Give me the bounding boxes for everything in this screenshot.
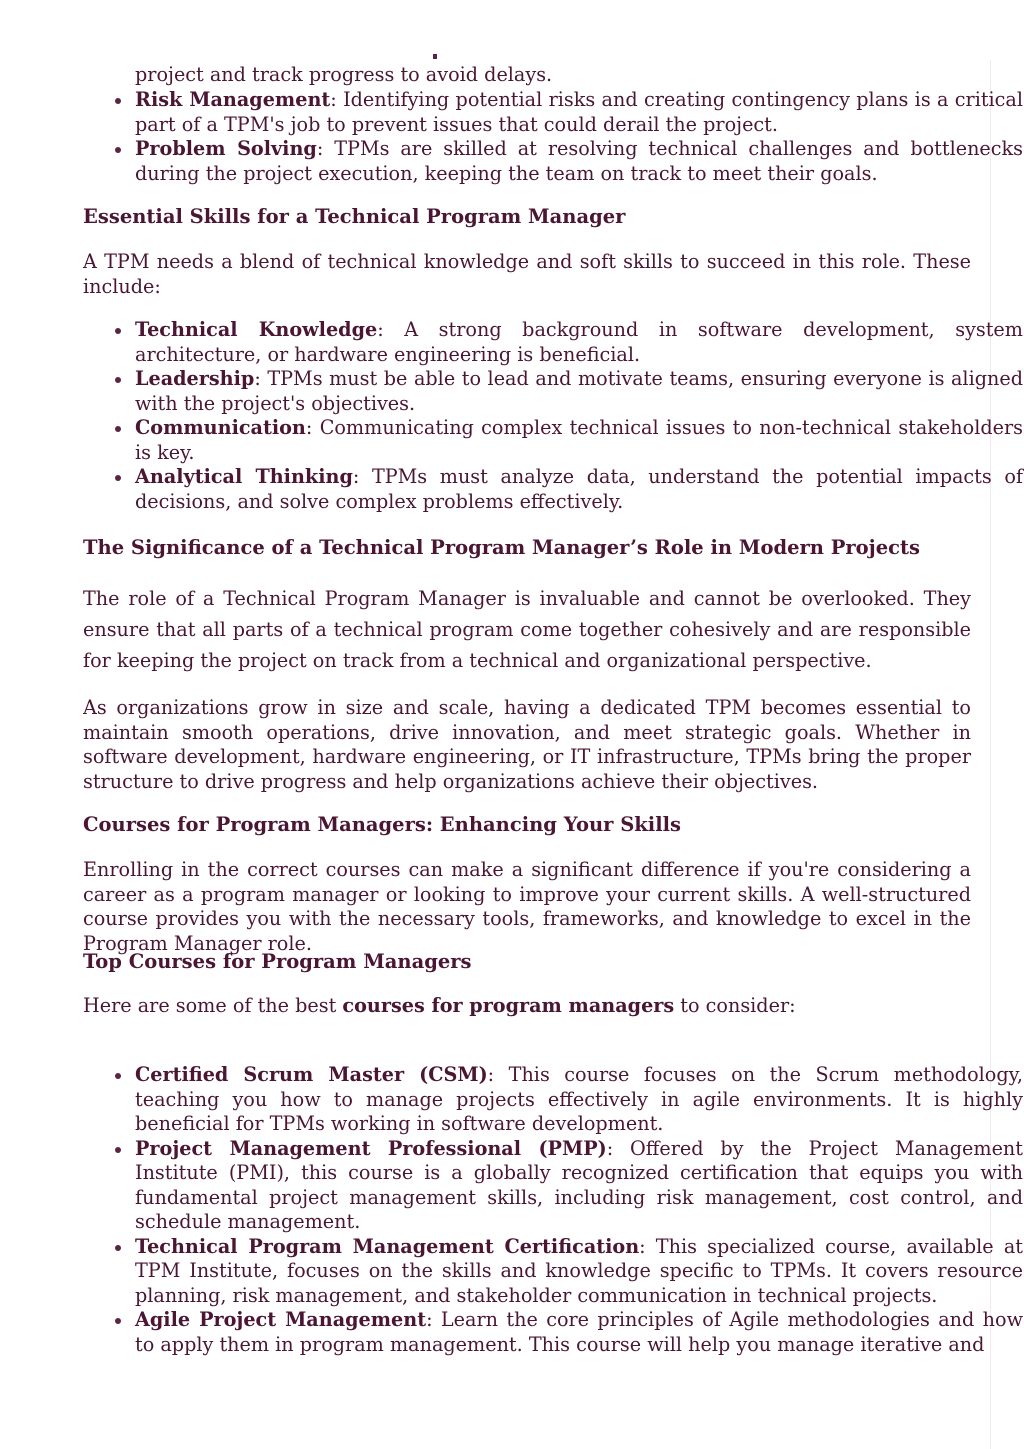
paragraph: Enrolling in the correct courses can make a significant difference if you're considering a career as a program manager or looking to improve your current skills. A well-structured course provides you with the necessary tools, frameworks, and knowledge to excel in the Program Manager role. (83, 858, 971, 955)
list-item (135, 88, 1023, 137)
list-item-term: Analytical Thinking (135, 465, 353, 488)
list-item-text: : A strong background in software development, system architecture, or hardware engineering is beneficial. (135, 318, 1023, 366)
list-item-term: Leadership (135, 367, 255, 390)
list-item-text: : Communicating complex technical issues to non-technical stakeholders is key. (135, 416, 1023, 464)
list-item-text: : This specialized course, available at TPM Institute, focuses on the skills and knowledge specific to TPMs. It covers resource planning, risk management, and stakeholder communication in technical projects. (135, 1234, 1023, 1307)
list-item (135, 1235, 1023, 1309)
responsibilities-list (83, 63, 1023, 88)
list-item-term: Risk Management (135, 88, 331, 111)
section-heading: Courses for Program Managers: Enhancing Your Skills (83, 813, 681, 836)
list-item-text: : Identifying potential risks and creating contingency plans is a critical part of a TPM's job to prevent issues that could derail the project. (135, 88, 1024, 136)
paragraph: A TPM needs a blend of technical knowledge and soft skills to succeed in this role. These include: (83, 250, 971, 298)
list-item-text: : TPMs must analyze data, understand the potential impacts of decisions, and solve complex problems effectively. (135, 465, 1023, 513)
list-item-text: : This course focuses on the Scrum methodology, teaching you how to manage projects effectively in agile environments. It is highly beneficial for TPMs working in software development. (135, 1063, 1023, 1135)
section-heading: Essential Skills for a Technical Program Manager (83, 205, 626, 228)
list-item-continued (135, 63, 1023, 88)
paragraph (83, 994, 971, 1019)
skills-list (83, 318, 1023, 514)
list-item-term: Certified Scrum Master (CSM) (135, 1063, 488, 1086)
list-item (135, 1137, 1023, 1235)
section-heading: The Significance of a Technical Program Manager’s Role in Modern Projects (83, 536, 921, 559)
list-item-text: : Learn the core principles of Agile methodologies and how to apply them in program management. This course will help you manage iterative and (135, 1308, 1023, 1356)
list-item (135, 367, 1023, 416)
section-heading: Top Courses for Program Managers (83, 950, 472, 973)
list-item-text: : Offered by the Project Management Institute (PMI), this course is a globally recognized certification that equips you with fundamental project management skills, including risk management, cost control, and schedule management. (135, 1136, 1023, 1233)
list-item-term: Technical Program Management Certification (135, 1234, 640, 1258)
list-item-text: : TPMs must be able to lead and motivate teams, ensuring everyone is aligned with the project's objectives. (135, 367, 1023, 415)
intro-text: Here are some of the best (83, 994, 343, 1017)
intro-bold-text: courses for program managers (342, 994, 675, 1017)
list-item-text: : TPMs are skilled at resolving technical challenges and bottlenecks during the project execution, keeping the team on track to meet their goals. (135, 137, 1023, 185)
cutoff-previous-line (135, 44, 971, 59)
list-item-term: Agile Project Management (135, 1308, 427, 1331)
list-item (135, 465, 1023, 514)
list-item (135, 318, 1023, 367)
courses-list (83, 1063, 1023, 1357)
list-item-term: Project Management Professional (PMP) (135, 1136, 607, 1160)
list-item (135, 1063, 1023, 1137)
paragraph: The role of a Technical Program Manager is invaluable and cannot be overlooked. They ensure that all parts of a technical program come together cohesively and are responsible for keeping the project on track from a technical and organizational perspective. (83, 587, 971, 672)
intro-text-end: to consider: (674, 994, 796, 1017)
responsibilities-list-cont (83, 88, 1023, 186)
paragraph: As organizations grow in size and scale, having a dedicated TPM becomes essential to maintain smooth operations, drive innovation, and meet strategic goals. Whether in software development, hardware engineering, or IT infrastructure, TPMs bring the proper structure to drive progress and help organizations achieve their objectives. (83, 696, 971, 793)
list-item-term: Technical Knowledge (135, 318, 378, 341)
list-item (135, 137, 1023, 186)
continued-text: project and track progress to avoid delays. (135, 63, 553, 86)
list-item (135, 416, 1023, 465)
list-item-term: Problem Solving (135, 137, 317, 160)
list-item-term: Communication (135, 416, 306, 439)
list-item (135, 1308, 1023, 1357)
